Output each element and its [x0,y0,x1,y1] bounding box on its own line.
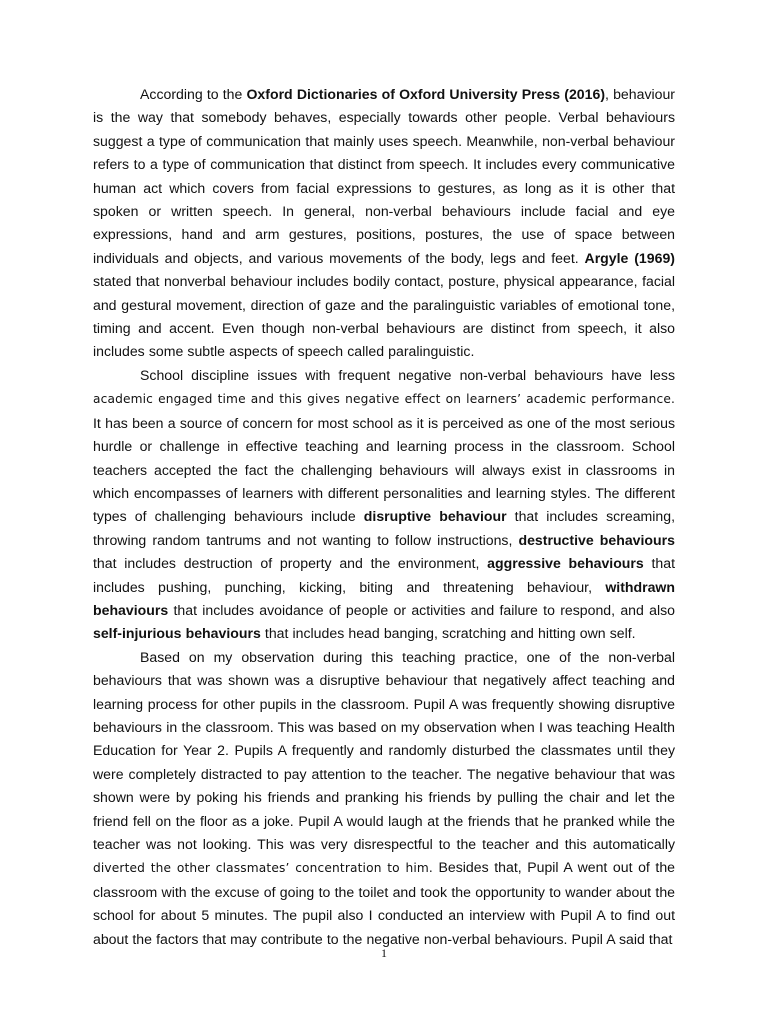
text-run: that includes destruction of property and the environment, [93,555,488,572]
bold-term: self-injurious behaviours [93,625,261,642]
text-run: academic engaged time and this gives negative effect on learners’ academic performance. [93,392,675,407]
document-body [93,83,675,951]
bold-term: aggressive behaviours [487,555,644,572]
page-number: 1 [381,946,387,960]
text-run: that includes pushing, punching, kicking, biting and threatening behaviour, [93,555,676,595]
text-run: Besides that, Pupil A went out of the classroom with the excuse of going to the toilet and took the opportunity to wander about the school for about 5 minutes. The pupil also I conducted an interview with Pupil A to find out about the factors that may contribute to the negative non-verbal behaviours. Pupil A said that [93,859,675,947]
text-run: that includes avoidance of people or activities and failure to respond, and also [168,601,675,618]
text-run: According to the [140,86,247,102]
text-run: stated that nonverbal behaviour includes bodily contact, posture, physical appearance, facial and gestural movement, direction of gaze and the paralinguistic variables of emotional tone, timing and accent. Even though non-verbal behaviours are distinct from speech, it also includes some subtle aspects of speech called paralinguistic. [93,273,675,360]
text-run: School discipline issues with frequent negative non-verbal behaviours have less [140,366,675,383]
text-run: Based on my observation during this teaching practice, one of the non-verbal behaviours that was shown was a disruptive behaviour that negatively affect teaching and learning process for other pupils in the classroom. Pupil A was frequently showing disruptive behaviours in the classroom. This was based on my observation when I was teaching Health Education for Year 2. Pupils A frequently and randomly disturbed the classmates until they were completely distracted to pay attention to the teacher. The negative behaviour that was shown were by poking his friends and pranking his friends by pulling the chair and let the friend fell on the floor as a joke. Pupil A would laugh at the friends that he pranked while the teacher was not looking. This was very disrespectful to the teacher and this automatically [93,648,675,852]
text-run: that includes screaming, throwing random tantrums and not wanting to follow instructions, [93,508,675,548]
paragraph-3 [93,646,675,951]
bold-term: withdrawn behaviours [93,578,675,618]
paragraph-1 [93,83,675,364]
bold-term: Oxford Dictionaries of Oxford University Press (2016) [246,86,606,102]
bold-term: disruptive behaviour [363,508,507,525]
bold-term: destructive behaviours [518,531,675,548]
text-run: , behaviour is the way that somebody behaves, especially towards other people. Verbal behaviours suggest a type of communication that mainly uses speech. Meanwhile, non-verbal behaviour refers to a type of communication that distinct from speech. It includes every communicative human act which covers from facial expressions to gestures, as long as it is other that spoken or written speech. In general, non-verbal behaviours include facial and eye expressions, hand and arm gestures, positions, postures, the use of space between individuals and objects, and various movements of the body, legs and feet. [93,86,675,266]
text-run: that includes head banging, scratching and hitting own self. [260,625,636,642]
text-run: diverted the other classmates’ concentration to him. [93,861,433,876]
bold-term: Argyle (1969) [584,249,675,266]
text-run: It has been a source of concern for most school as it is perceived as one of the most serious hurdle or challenge in effective teaching and learning process in the classroom. School teachers accepted the fact the challenging behaviours will always exist in classrooms in which encompasses of learners with different personalities and learning styles. The different types of challenging behaviours include [93,414,675,525]
paragraph-2 [93,364,675,646]
